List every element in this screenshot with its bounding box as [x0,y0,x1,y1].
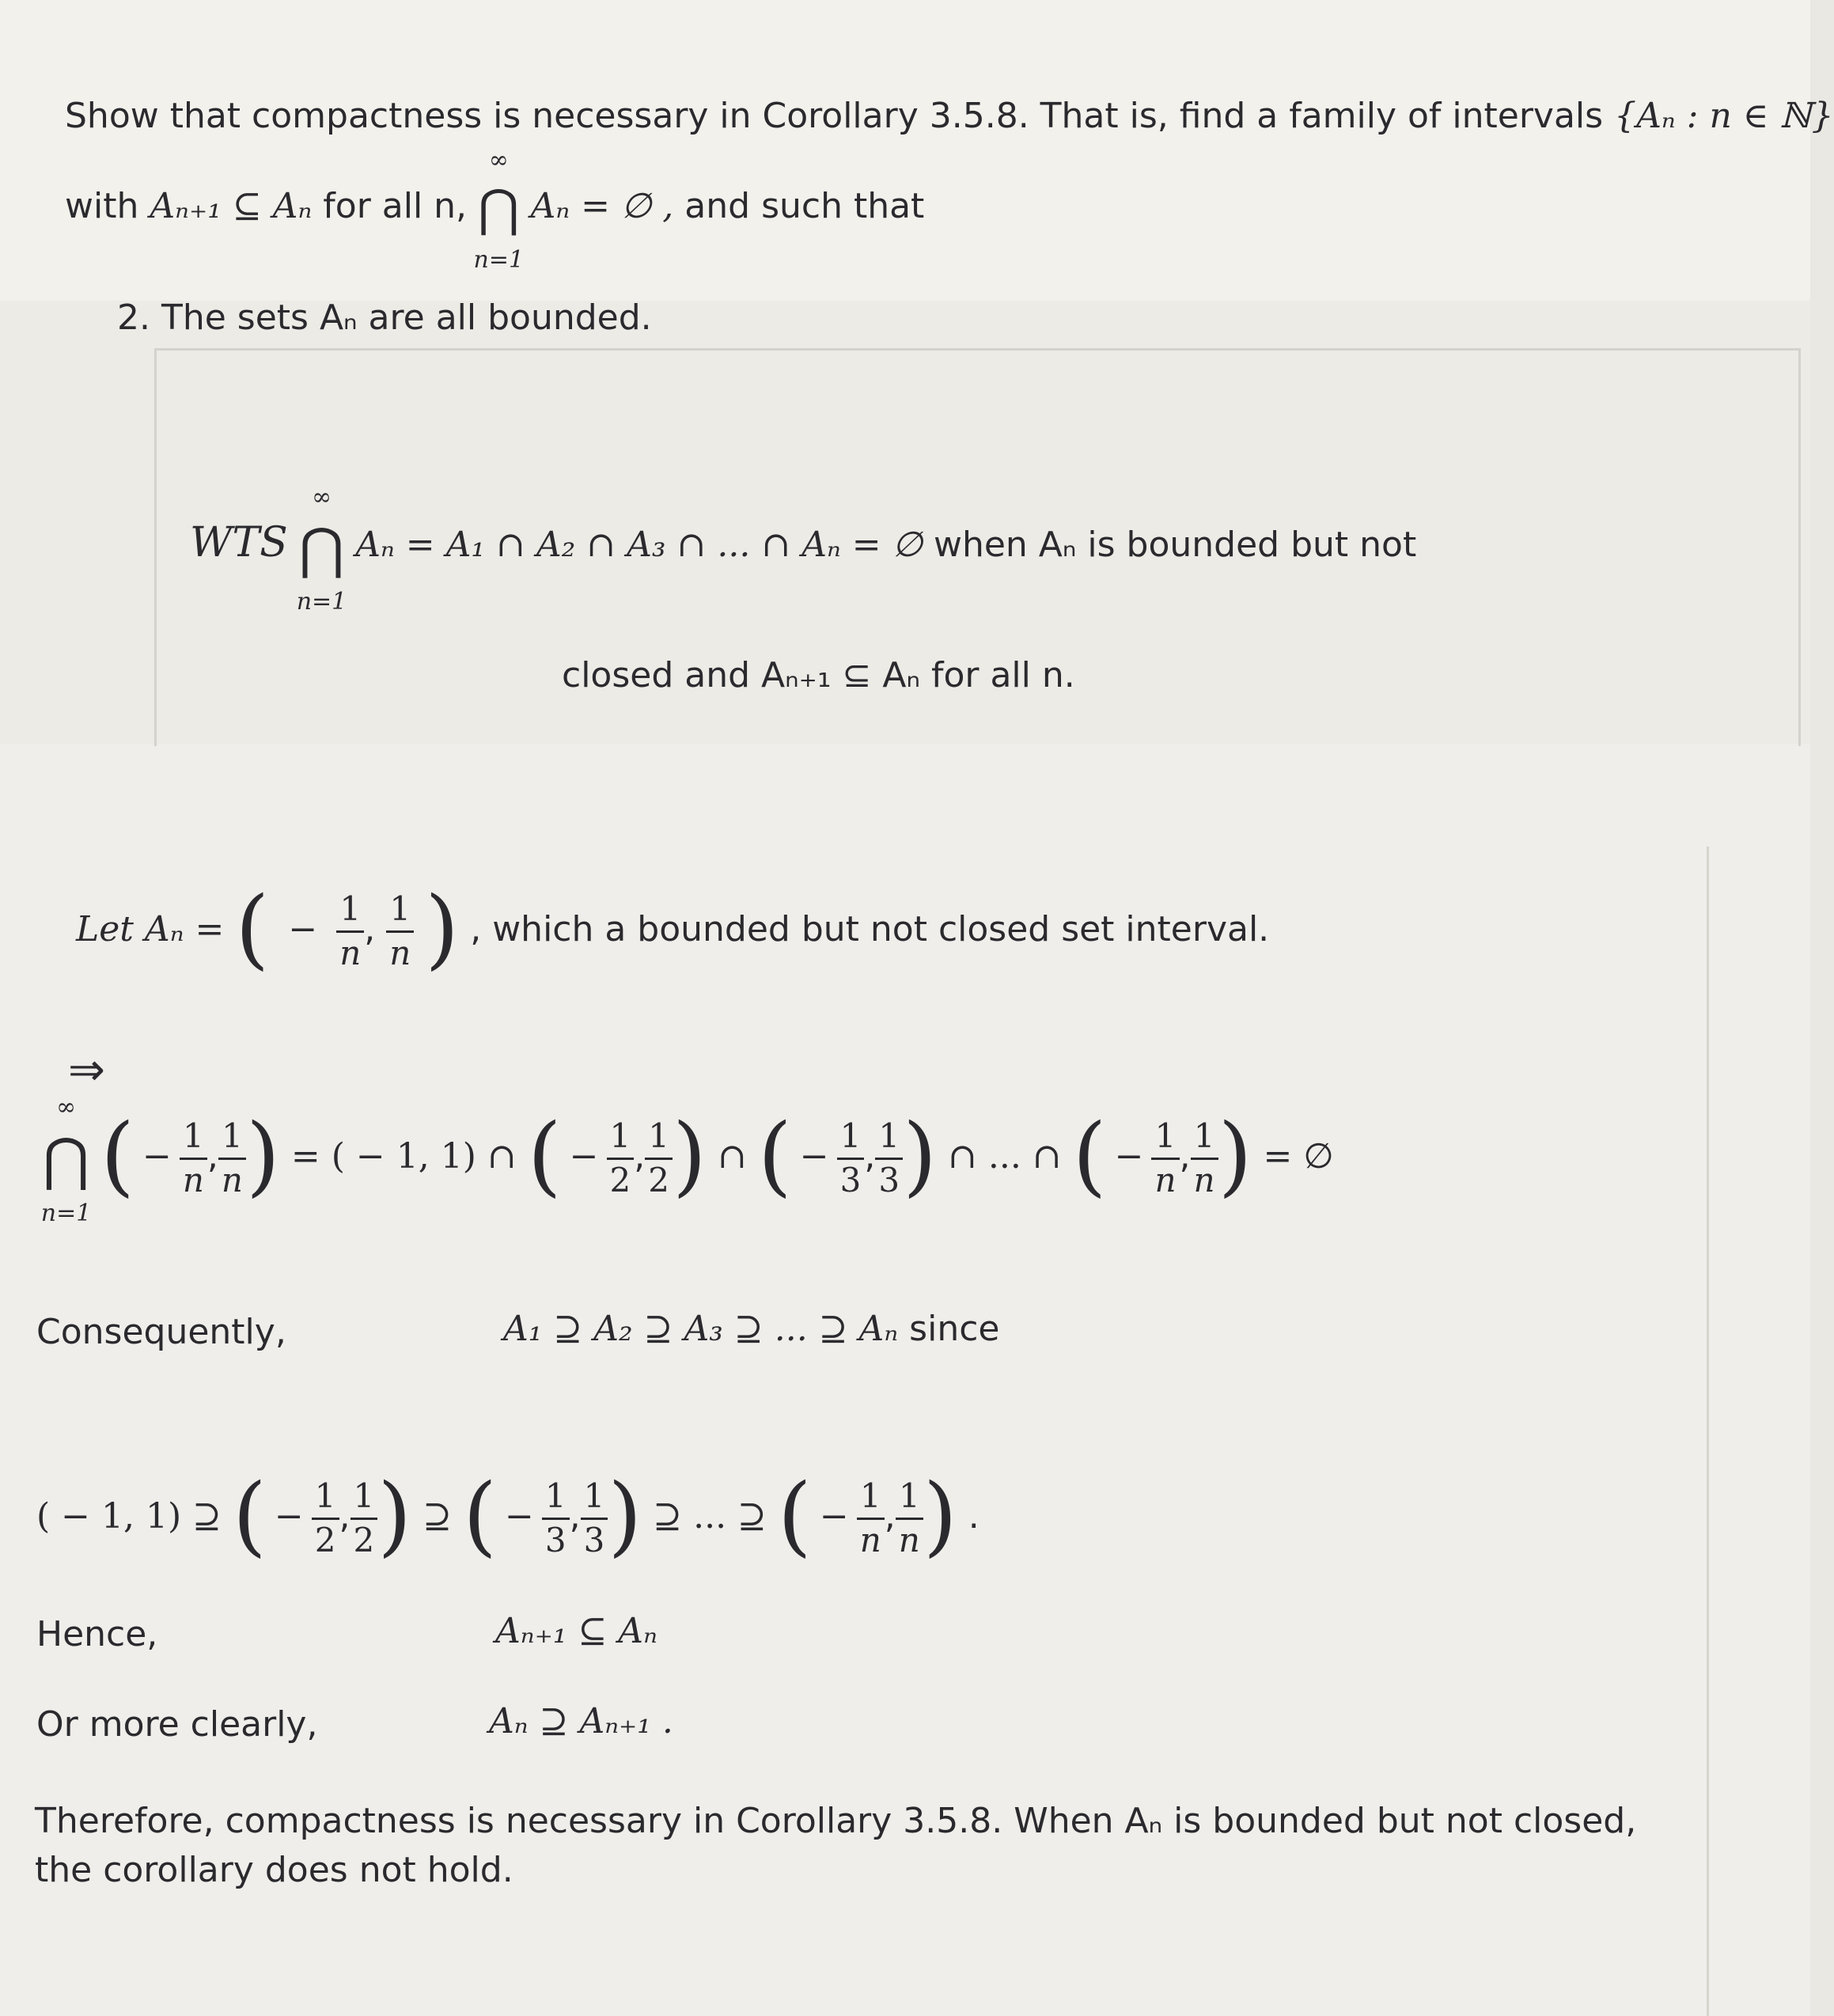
frac-den: 3 [544,1520,566,1559]
clearly-expression: Aₙ ⊇ Aₙ₊₁ . [489,1701,673,1741]
minus-sign: − [288,909,318,949]
minus-sign: − [799,1136,829,1177]
fraction [542,1476,570,1561]
frac-den: 3 [839,1160,862,1199]
frac-den: 2 [609,1160,631,1199]
for-all-text: for all n, [323,186,468,226]
wts-expression: Aₙ = A₁ ∩ A₂ ∩ A₃ ∩ ... ∩ Aₙ = ∅ [355,525,923,565]
frac-den: 3 [583,1520,605,1559]
cap-top-label: ∞ [311,483,332,511]
intersection-symbol [473,146,525,274]
fraction [1191,1116,1218,1201]
wts-line-1 [190,483,1417,616]
item-2: 2. The sets Aₙ are all bounded. [117,297,652,338]
frac-den: n [859,1520,881,1559]
paren-close: ) [245,1105,280,1206]
problem-line-2 [65,146,925,274]
intersection-equation: Aₙ = ∅ , [530,186,674,226]
frac-num: 1 [312,1476,339,1520]
minus-sign: − [274,1496,304,1537]
family-notation: {Aₙ : n ∈ ℕ} [1614,96,1834,136]
paren-open: ( [235,877,270,979]
with-text: with [65,186,139,226]
cap-icon: ⋂ [43,1126,90,1192]
frac-num: 1 [180,1116,207,1160]
cap-bottom-label: n=1 [473,246,525,274]
frac-num: 1 [336,889,364,933]
paren-open: ( [527,1105,562,1206]
frac-den: 2 [648,1160,670,1199]
minus-sign: − [1114,1136,1144,1177]
frac-num: 1 [857,1476,885,1520]
frac-den: 2 [314,1520,336,1559]
paren-close: ) [903,1105,937,1206]
minus-sign: − [142,1136,172,1177]
minus-sign: − [569,1136,599,1177]
minus-sign: − [504,1496,534,1537]
fraction [607,1116,635,1201]
frac-num: 1 [875,1116,903,1160]
frac-num: 1 [386,889,414,933]
cap-small: ∩ [717,1136,747,1177]
paren-open: ( [777,1465,812,1566]
cap-icon: ⋂ [298,516,345,581]
frac-den: n [389,933,411,972]
fraction [645,1116,673,1201]
chain-line [503,1309,1000,1349]
supseteq: ⊇ [423,1496,453,1537]
wts-label: WTS [190,519,288,567]
frac-num: 1 [645,1116,673,1160]
expansion-intersection-symbol [40,1093,92,1227]
cap-top-label: ∞ [56,1093,77,1121]
minus-sign: − [819,1496,849,1537]
frac-num: 1 [542,1476,570,1520]
intersection-expansion: ∞ ⋂ n=1 ( − $\frac{1}{n}$ , $\frac{1}{n}$ ) = ( − 1, 1) ∩ ( − $\frac{1}{2}$ , $\frac{1}{2}$ ) ∩ ( − $\frac{1}{3}$ , $\frac{1}{3}$ ) ∩ ... ∩ ( − $\frac{1}{n}$ , $\frac{1}{n}$ ) = ∅ [43,1112,1334,1201]
cap-dots: ∩ ... ∩ [948,1136,1062,1177]
paren-close: ) [923,1465,957,1566]
wts-condition: when Aₙ is bounded but not [933,525,1417,565]
supseteq-dots: ⊇ ... ⊇ [653,1496,767,1537]
cap-icon: ⋂ [478,180,520,238]
paren-close: ) [1218,1105,1252,1206]
fraction [581,1476,608,1561]
let-line: Let Aₙ = ( − $\frac{1}{n}$ , $\frac{1}{n}$ ) , which a bounded but not closed set interval. [76,877,1270,979]
paren-close: ) [377,1465,412,1566]
cap-bottom-label: n=1 [296,588,347,616]
interval-chain: ( − 1, 1) ⊇ ( − $\frac{1}{2}$ , $\frac{1}{2}$ ) ⊇ ( − $\frac{1}{3}$ , $\frac{1}{3}$ ) ⊇ ... ⊇ ( − $\frac{1}{n}$ , $\frac{1}{n}$ ) . [36,1465,980,1566]
fraction [351,1476,378,1561]
frac-den: n [898,1520,920,1559]
eq-end: = ∅ [1263,1136,1334,1177]
let-tail: , which a bounded but not closed set interval. [470,909,1270,949]
chain-expression: A₁ ⊇ A₂ ⊇ A₃ ⊇ ... ⊇ Aₙ [503,1309,899,1349]
paren-open: ( [233,1465,267,1566]
fraction [386,889,414,974]
frac-den: n [339,933,362,972]
frac-num: 1 [218,1116,246,1160]
clearly-label: Or more clearly, [36,1704,318,1745]
wts-line-2: closed and Aₙ₊₁ ⊆ Aₙ for all n. [562,655,1075,695]
cap-top-label: ∞ [488,146,509,174]
nested-condition: Aₙ₊₁ ⊆ Aₙ [150,186,313,226]
let-text: Let Aₙ = [76,909,225,949]
paren-open: ( [100,1105,135,1206]
hence-expression: Aₙ₊₁ ⊆ Aₙ [495,1611,657,1651]
frac-den: 3 [878,1160,900,1199]
frac-den: n [1193,1160,1215,1199]
margin-rule [1707,847,1709,2016]
fraction [896,1476,923,1561]
implies-icon: ⇒ [68,1044,105,1096]
conclusion-line-2: the corollary does not hold. [35,1850,513,1890]
paren-close: ) [673,1105,707,1206]
frac-num: 1 [581,1476,608,1520]
chain-start: ( − 1, 1) ⊇ [36,1496,222,1537]
frac-num: 1 [351,1476,378,1520]
since-text: since [909,1309,1000,1349]
conclusion-line-1: Therefore, compactness is necessary in Corollary 3.5.8. When Aₙ is bounded but not closed, [35,1801,1637,1841]
fraction [336,889,364,974]
hence-label: Hence, [36,1614,158,1654]
and-such-that: and such that [684,186,925,226]
frac-num: 1 [1151,1116,1179,1160]
frac-den: n [182,1160,204,1199]
paren-open: ( [1072,1105,1107,1206]
fraction [857,1476,885,1561]
wts-intersection-symbol [296,483,347,616]
frac-den: n [1154,1160,1177,1199]
fraction [1151,1116,1179,1201]
cap-bottom-label: n=1 [40,1199,92,1227]
frac-den: 2 [353,1520,375,1559]
fraction [180,1116,207,1201]
fraction [312,1476,339,1561]
fraction [218,1116,246,1201]
problem-text: Show that compactness is necessary in Corollary 3.5.8. That is, find a family of intervals [65,96,1604,136]
problem-line-1 [65,96,1834,136]
paren-open: ( [757,1105,792,1206]
paren-open: ( [463,1465,497,1566]
first-interval: = ( − 1, 1) ∩ [290,1136,517,1177]
fraction [837,1116,865,1201]
frac-num: 1 [1191,1116,1218,1160]
frac-num: 1 [837,1116,865,1160]
problem-sheet [0,0,1810,303]
paren-close: ) [608,1465,642,1566]
frac-num: 1 [607,1116,635,1160]
fraction [875,1116,903,1201]
frac-num: 1 [896,1476,923,1520]
frac-den: n [221,1160,243,1199]
paren-close: ) [425,877,460,979]
consequently-label: Consequently, [36,1312,286,1352]
